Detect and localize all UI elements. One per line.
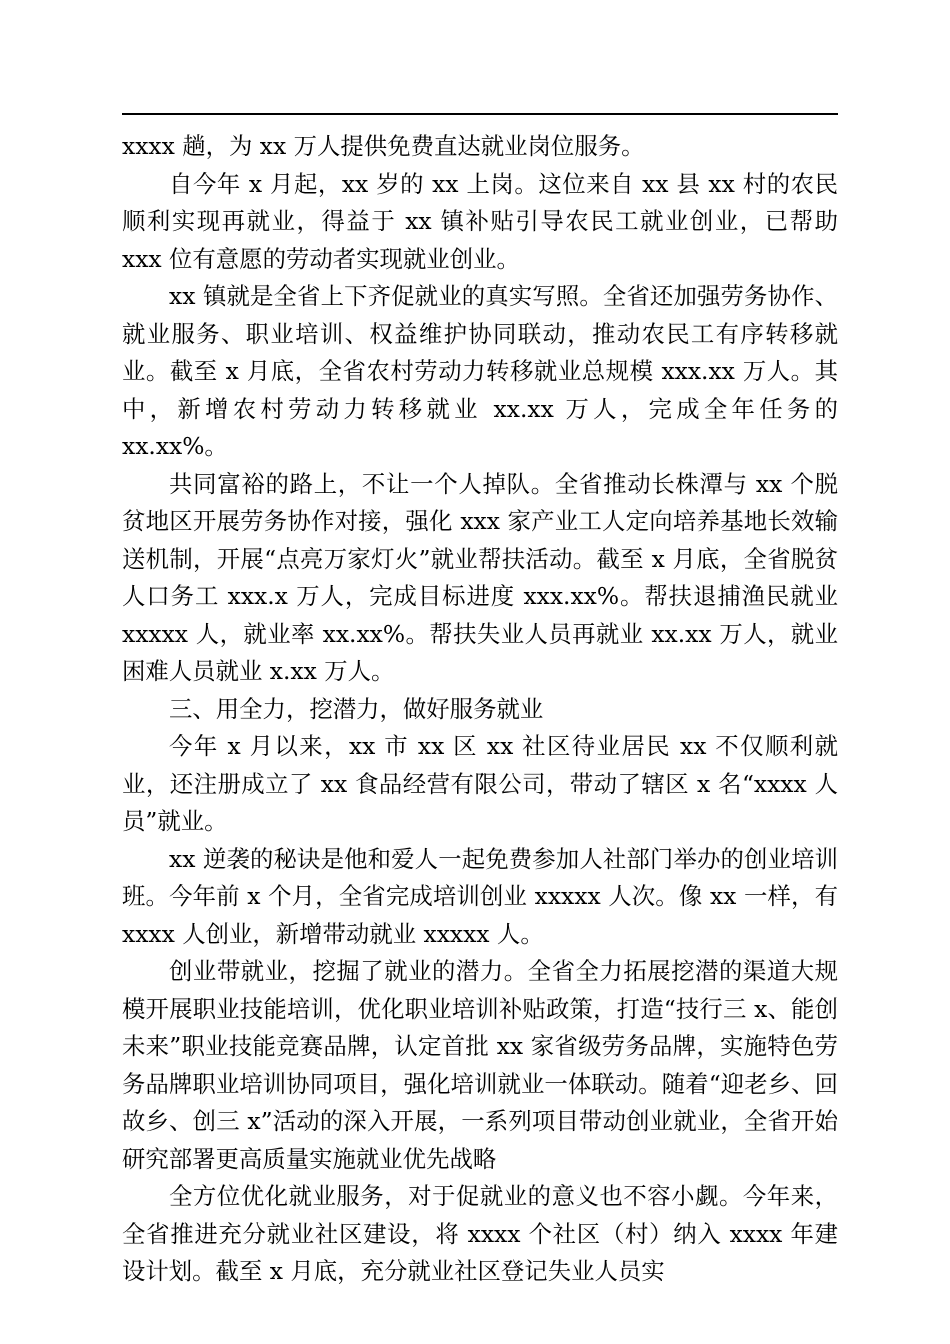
paragraph-4: 共同富裕的路上，不让一个人掉队。全省推动长株潭与 xx 个脱贫地区开展劳务协作对接，强化 xxx 家产业工人定向培养基地长效输送机制，开展“点亮万家灯火”就业帮扶活动。截至 x 月底，全省脱贫人口务工 xxx.x 万人，完成目标进度 xxx.xx%。帮扶退捕渔民就业 xxxxx 人，就业率 xx.xx%。帮扶失业人员再就业 xx.xx 万人，就业困难人员就业 x.xx 万人。 [122,469,838,685]
paragraph-6: 今年 x 月以来，xx 市 xx 区 xx 社区待业居民 xx 不仅顺利就业，还注册成立了 xx 食品经营有限公司，带动了辖区 x 名“xxxx 人员”就业。 [122,732,838,835]
section-heading: 三、用全力，挖潜力，做好服务就业 [169,694,544,723]
paragraph-9: 全方位优化就业服务，对于促就业的意义也不容小觑。今年来，全省推进充分就业社区建设，将 xxxx 个社区（村）纳入 xxxx 年建设计划。截至 x 月底，充分就业社区登记失业人员实 [122,1182,838,1285]
body-text [122,128,838,1291]
header-rule [122,113,838,115]
paragraph-1: xxxx 趟，为 xx 万人提供免费直达就业岗位服务。 [122,132,645,160]
paragraph-7: xx 逆袭的秘诀是他和爱人一起免费参加人社部门举办的创业培训班。今年前 x 个月，全省完成培训创业 xxxxx 人次。像 xx 一样，有 xxxx 人创业，新增带动就业 xxxxx 人。 [122,844,838,948]
paragraph-3: xx 镇就是全省上下齐促就业的真实写照。全省还加强劳务协作、就业服务、职业培训、权益维护协同联动，推动农民工有序转移就业。截至 x 月底，全省农村劳动力转移就业总规模 xxx.xx 万人。其中，新增农村劳动力转移就业 xx.xx 万人，完成全年任务的 xx.xx%。 [122,282,838,460]
paragraph-2: 自今年 x 月起，xx 岁的 xx 上岗。这位来自 xx 县 xx 村的农民顺利实现再就业，得益于 xx 镇补贴引导农民工就业创业，已帮助 xxx 位有意愿的劳动者实现就业创业。 [122,169,838,273]
paragraph-8: 创业带就业，挖掘了就业的潜力。全省全力拓展挖潜的渠道大规模开展职业技能培训，优化职业培训补贴政策，打造“技行三 x、能创未来”职业技能竞赛品牌，认定首批 xx 家省级劳务品牌，实施特色劳务品牌职业培训协同项目，强化培训就业一体联动。随着“迎老乡、回故乡、创三 x”活动的深入开展，一系列项目带动创业就业，全省开始研究部署更高质量实施就业优先战略 [122,957,838,1173]
